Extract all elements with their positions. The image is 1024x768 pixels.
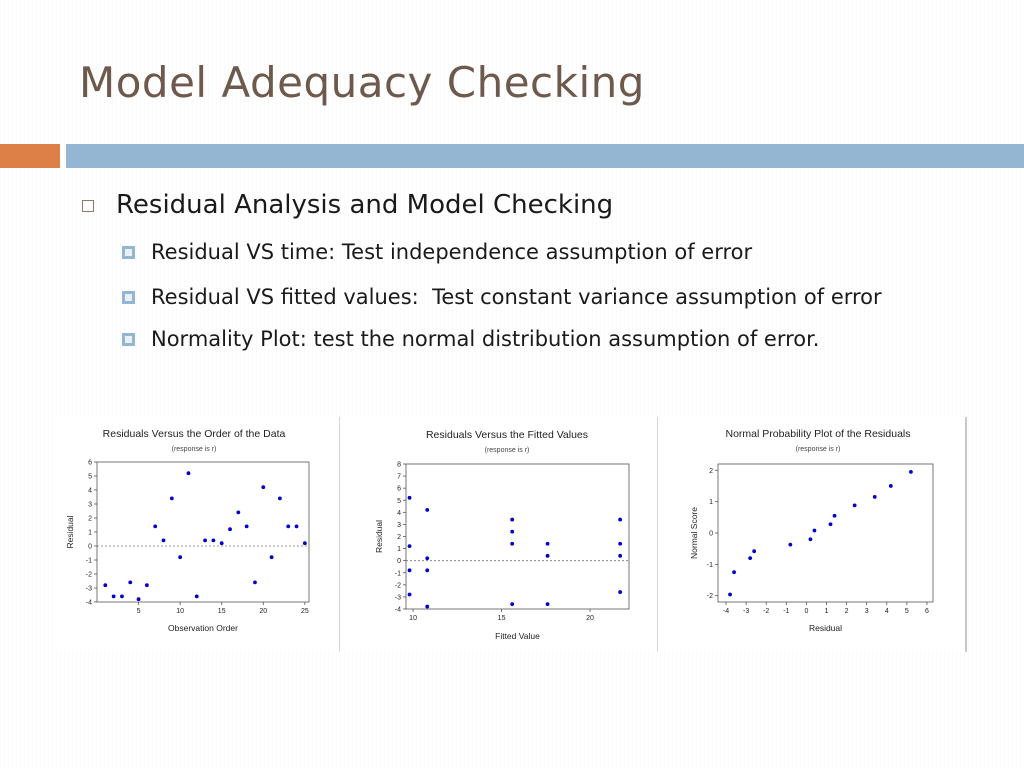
y-tick-label: 2 xyxy=(709,467,713,475)
y-tick-label: -2 xyxy=(394,582,401,590)
y-tick-label: 2 xyxy=(88,515,92,523)
x-tick-label: -3 xyxy=(743,608,750,615)
bullet-residual-analysis xyxy=(82,190,613,220)
square-bullet-icon xyxy=(122,291,135,304)
y-tick-label: 3 xyxy=(88,501,92,509)
y-tick-label: 7 xyxy=(397,473,401,481)
y-tick-label: 6 xyxy=(397,485,401,493)
y-tick-label: -1 xyxy=(394,570,401,578)
y-tick-label: 0 xyxy=(709,530,713,538)
y-tick-label: 4 xyxy=(88,487,92,495)
square-bullet-icon xyxy=(122,333,135,346)
x-tick-label: 4 xyxy=(884,608,889,615)
y-tick-label: 5 xyxy=(88,473,92,481)
y-axis-label: Normal Score xyxy=(689,507,699,559)
y-tick-label: 0 xyxy=(397,558,401,566)
chart-subtitle: (response is r) xyxy=(171,446,217,453)
accent-bar-orange xyxy=(0,144,60,168)
x-tick-label: -2 xyxy=(763,608,770,615)
bullet-text: Residual Analysis and Model Checking xyxy=(116,190,614,220)
chart-subtitle: (response is r) xyxy=(795,446,841,453)
sub-bullet-residual-vs-time xyxy=(122,240,752,264)
x-tick-label: 25 xyxy=(300,608,309,615)
square-bullet-icon xyxy=(122,246,135,259)
y-tick-label: 1 xyxy=(397,546,401,554)
y-tick-label: 5 xyxy=(397,497,401,505)
y-tick-label: -3 xyxy=(394,594,401,602)
y-tick-label: 8 xyxy=(397,461,401,469)
y-tick-label: 0 xyxy=(88,543,92,551)
x-tick-label: 15 xyxy=(497,615,506,622)
sub-bullet-normality-plot xyxy=(122,327,819,351)
y-tick-label: -1 xyxy=(706,561,713,569)
y-axis-label: Residual xyxy=(374,519,384,554)
slide-title: Model Adequacy Checking xyxy=(79,58,645,107)
x-tick-label: 10 xyxy=(409,615,417,622)
residual-plots-figure xyxy=(55,417,967,652)
x-tick-label: 1 xyxy=(824,608,829,615)
x-axis-label: Observation Order xyxy=(168,623,238,633)
hollow-square-bullet-icon xyxy=(82,200,94,212)
sub-bullet-residual-vs-fitted xyxy=(122,285,882,309)
x-tick-label: 10 xyxy=(176,608,185,615)
y-tick-label: -2 xyxy=(706,593,713,601)
y-tick-label: 2 xyxy=(397,534,401,541)
x-tick-label: 5 xyxy=(904,608,909,615)
x-tick-label: 20 xyxy=(259,608,268,615)
accent-bar-blue xyxy=(66,144,1024,168)
chart-subtitle: (response is r) xyxy=(484,447,530,454)
y-tick-label: 4 xyxy=(397,509,401,517)
chart-title: Residuals Versus the Order of the Data xyxy=(102,428,286,440)
y-axis-label: Residual xyxy=(65,515,75,549)
x-tick-label: -1 xyxy=(783,608,790,615)
x-tick-label: 6 xyxy=(925,608,929,615)
y-tick-label: -3 xyxy=(85,585,92,593)
figure-divider xyxy=(339,417,340,652)
y-tick-label: -4 xyxy=(85,599,92,607)
x-tick-label: 0 xyxy=(804,608,809,615)
y-tick-label: 6 xyxy=(88,459,92,467)
x-tick-label: 20 xyxy=(586,615,594,622)
x-tick-label: -4 xyxy=(722,608,730,615)
x-tick-label: 15 xyxy=(217,608,226,615)
x-axis-label: Fitted Value xyxy=(495,631,540,641)
y-tick-label: -1 xyxy=(85,557,92,565)
y-tick-label: 1 xyxy=(709,499,713,507)
x-tick-label: 5 xyxy=(136,608,141,615)
x-tick-label: 3 xyxy=(864,608,869,615)
chart-title: Residuals Versus the Fitted Values xyxy=(425,429,589,441)
x-axis-label: Residual xyxy=(808,623,843,633)
y-tick-label: 3 xyxy=(397,521,401,529)
sub-bullet-text: Normality Plot: test the normal distribution assumption of error. xyxy=(151,327,820,351)
y-tick-label: -4 xyxy=(394,606,401,614)
sub-bullet-text: Residual VS fitted values: Test constant variance assumption of error xyxy=(151,285,882,309)
figure-divider xyxy=(657,417,658,652)
y-tick-label: 1 xyxy=(88,529,92,537)
x-tick-label: 2 xyxy=(844,608,849,615)
sub-bullet-text: Residual VS time: Test independence assumption of error xyxy=(151,240,753,264)
y-tick-label: -2 xyxy=(85,571,92,579)
chart-title: Normal Probability Plot of the Residuals xyxy=(725,428,911,440)
